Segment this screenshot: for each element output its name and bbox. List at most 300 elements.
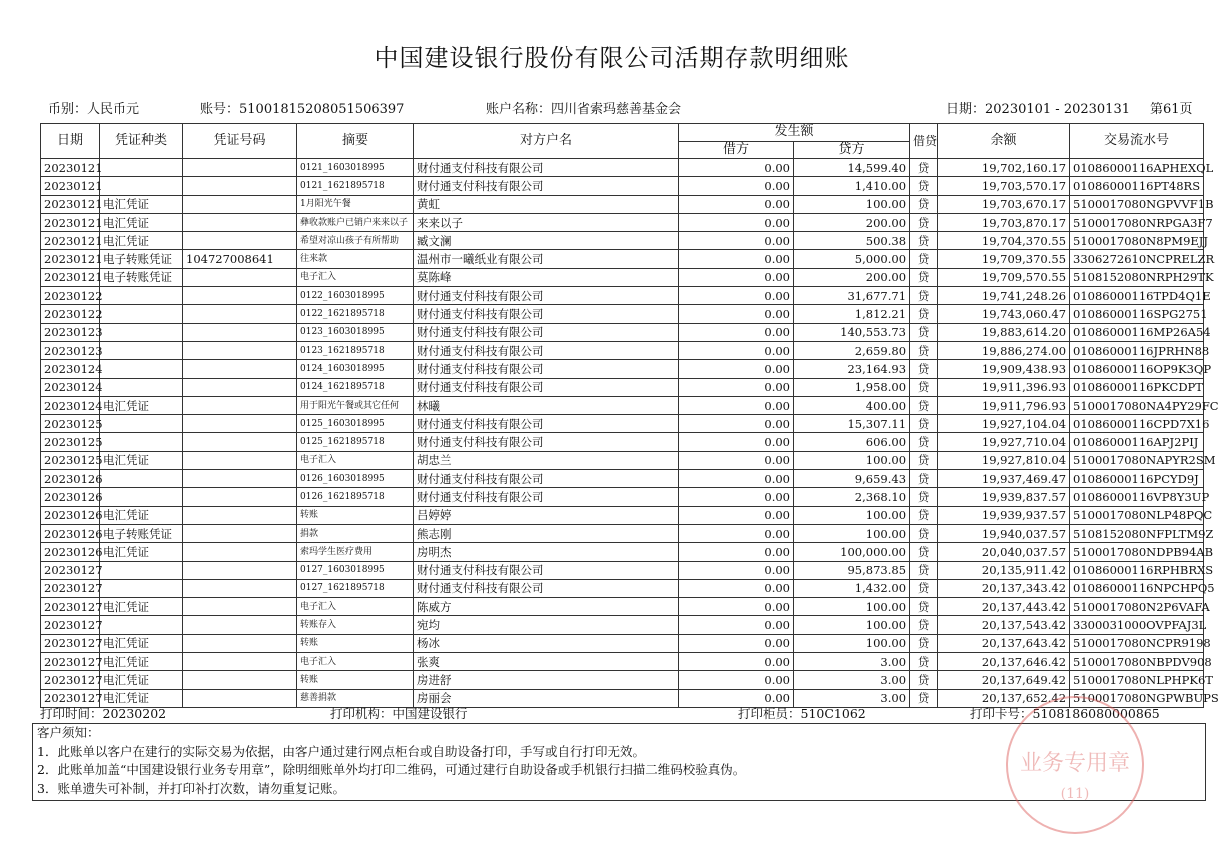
cell-dc: 贷 bbox=[910, 341, 938, 359]
table-row bbox=[41, 305, 1204, 323]
cell-debit: 0.00 bbox=[679, 433, 794, 451]
cell-counterparty: 温州市一曦纸业有限公司 bbox=[414, 250, 679, 268]
col-voucher-no: 凭证号码 bbox=[183, 124, 297, 159]
cell-debit: 0.00 bbox=[679, 451, 794, 469]
cell-balance: 19,703,670.17 bbox=[938, 195, 1070, 213]
cell-dc: 贷 bbox=[910, 634, 938, 652]
cell-dc: 贷 bbox=[910, 653, 938, 671]
cell-dc: 贷 bbox=[910, 616, 938, 634]
cell-txn-no: 01086000116MP26A54 bbox=[1070, 323, 1204, 341]
cell-counterparty: 臧文澜 bbox=[414, 232, 679, 250]
cell-balance: 19,909,438.93 bbox=[938, 360, 1070, 378]
cell-date: 20230127 bbox=[41, 634, 100, 652]
cell-voucher-type: 电汇凭证 bbox=[100, 396, 183, 414]
cell-summary: 0124_1621895718 bbox=[297, 378, 414, 396]
cell-voucher-type bbox=[100, 579, 183, 597]
cell-voucher-type: 电汇凭证 bbox=[100, 634, 183, 652]
cell-date: 20230125 bbox=[41, 433, 100, 451]
cell-dc: 贷 bbox=[910, 378, 938, 396]
table-row bbox=[41, 415, 1204, 433]
cell-balance: 20,137,643.42 bbox=[938, 634, 1070, 652]
cell-voucher-no bbox=[183, 396, 297, 414]
cell-txn-no: 01086000116SPG2751 bbox=[1070, 305, 1204, 323]
cell-dc: 贷 bbox=[910, 360, 938, 378]
seal-text: 业务专用章 bbox=[1019, 751, 1131, 776]
table-row bbox=[41, 360, 1204, 378]
cell-dc: 贷 bbox=[910, 323, 938, 341]
cell-credit: 3.00 bbox=[794, 653, 910, 671]
cell-debit: 0.00 bbox=[679, 159, 794, 177]
cell-debit: 0.00 bbox=[679, 360, 794, 378]
cell-credit: 31,677.71 bbox=[794, 287, 910, 305]
cell-summary: 0123_1621895718 bbox=[297, 341, 414, 359]
cell-dc: 贷 bbox=[910, 250, 938, 268]
cell-credit: 200.00 bbox=[794, 268, 910, 286]
cell-voucher-type: 电子转账凭证 bbox=[100, 524, 183, 542]
col-txn-no: 交易流水号 bbox=[1070, 124, 1204, 159]
cell-date: 20230121 bbox=[41, 195, 100, 213]
cell-dc: 贷 bbox=[910, 579, 938, 597]
cell-txn-no: 5100017080NDPB94AB bbox=[1070, 543, 1204, 561]
cell-balance: 19,703,870.17 bbox=[938, 213, 1070, 231]
cell-credit: 100.00 bbox=[794, 451, 910, 469]
cell-debit: 0.00 bbox=[679, 250, 794, 268]
cell-summary: 0125_1603018995 bbox=[297, 415, 414, 433]
cell-voucher-type: 电子转账凭证 bbox=[100, 250, 183, 268]
table-row bbox=[41, 177, 1204, 195]
cell-counterparty: 房进舒 bbox=[414, 671, 679, 689]
cell-credit: 500.38 bbox=[794, 232, 910, 250]
cell-txn-no: 01086000116VP8Y3UP bbox=[1070, 488, 1204, 506]
table-row bbox=[41, 470, 1204, 488]
cell-counterparty: 房丽会 bbox=[414, 689, 679, 707]
cell-summary: 电子汇入 bbox=[297, 451, 414, 469]
cell-dc: 贷 bbox=[910, 598, 938, 616]
cell-txn-no: 3300031000OVPFAJ3L bbox=[1070, 616, 1204, 634]
table-row bbox=[41, 634, 1204, 652]
cell-txn-no: 5100017080NAPYR2SM bbox=[1070, 451, 1204, 469]
cell-credit: 100.00 bbox=[794, 506, 910, 524]
cell-credit: 200.00 bbox=[794, 213, 910, 231]
table-row bbox=[41, 341, 1204, 359]
cell-dc: 贷 bbox=[910, 506, 938, 524]
cell-date: 20230124 bbox=[41, 396, 100, 414]
cell-voucher-no bbox=[183, 213, 297, 231]
cell-txn-no: 5100017080NA4PY29FC bbox=[1070, 396, 1204, 414]
cell-summary: 0126_1603018995 bbox=[297, 470, 414, 488]
cell-voucher-type: 电汇凭证 bbox=[100, 195, 183, 213]
cell-counterparty: 财付通支付科技有限公司 bbox=[414, 159, 679, 177]
cell-debit: 0.00 bbox=[679, 543, 794, 561]
cell-balance: 20,135,911.42 bbox=[938, 561, 1070, 579]
cell-voucher-no bbox=[183, 616, 297, 634]
cell-debit: 0.00 bbox=[679, 561, 794, 579]
cell-voucher-no bbox=[183, 378, 297, 396]
cell-debit: 0.00 bbox=[679, 305, 794, 323]
cell-voucher-type bbox=[100, 341, 183, 359]
cell-summary: 索玛学生医疗费用 bbox=[297, 543, 414, 561]
cell-voucher-no bbox=[183, 598, 297, 616]
cell-balance: 20,137,343.42 bbox=[938, 579, 1070, 597]
cell-credit: 2,659.80 bbox=[794, 341, 910, 359]
cell-balance: 19,927,810.04 bbox=[938, 451, 1070, 469]
cell-voucher-type bbox=[100, 305, 183, 323]
cell-debit: 0.00 bbox=[679, 634, 794, 652]
note-item: 1．此账单以客户在建行的实际交易为依据，由客户通过建行网点柜台或自助设备打印，手写或自行打印无效。 bbox=[37, 743, 645, 759]
cell-credit: 100.00 bbox=[794, 598, 910, 616]
cell-counterparty: 宛均 bbox=[414, 616, 679, 634]
table-row bbox=[41, 378, 1204, 396]
cell-credit: 400.00 bbox=[794, 396, 910, 414]
cell-voucher-no bbox=[183, 341, 297, 359]
cell-credit: 100.00 bbox=[794, 616, 910, 634]
cell-credit: 1,432.00 bbox=[794, 579, 910, 597]
cell-txn-no: 5100017080NGPVVF1B bbox=[1070, 195, 1204, 213]
cell-date: 20230121 bbox=[41, 232, 100, 250]
table-row bbox=[41, 561, 1204, 579]
cell-credit: 606.00 bbox=[794, 433, 910, 451]
cell-balance: 19,743,060.47 bbox=[938, 305, 1070, 323]
table-row bbox=[41, 598, 1204, 616]
cell-counterparty: 陈威方 bbox=[414, 598, 679, 616]
cell-voucher-no bbox=[183, 415, 297, 433]
cell-debit: 0.00 bbox=[679, 653, 794, 671]
cell-counterparty: 胡忠兰 bbox=[414, 451, 679, 469]
account-number: 账号：51001815208051506397 bbox=[200, 102, 405, 117]
cell-counterparty: 来来以子 bbox=[414, 213, 679, 231]
account-name: 账户名称：四川省索玛慈善基金会 bbox=[486, 102, 682, 117]
cell-voucher-no bbox=[183, 287, 297, 305]
cell-voucher-type bbox=[100, 561, 183, 579]
table-row bbox=[41, 323, 1204, 341]
cell-date: 20230122 bbox=[41, 305, 100, 323]
cell-debit: 0.00 bbox=[679, 470, 794, 488]
date-range: 日期：20230101 - 20230131 bbox=[946, 102, 1130, 117]
cell-txn-no: 5100017080NCPR9198 bbox=[1070, 634, 1204, 652]
cell-dc: 贷 bbox=[910, 561, 938, 579]
cell-txn-no: 5100017080NRPGA3F7 bbox=[1070, 213, 1204, 231]
cell-balance: 19,709,370.55 bbox=[938, 250, 1070, 268]
cell-summary: 0122_1603018995 bbox=[297, 287, 414, 305]
cell-txn-no: 5100017080NGPWBUPS bbox=[1070, 689, 1204, 707]
cell-counterparty: 杨冰 bbox=[414, 634, 679, 652]
note-item: 3．账单遗失可补制，并打印补打次数，请勿重复记账。 bbox=[37, 780, 345, 796]
cell-debit: 0.00 bbox=[679, 396, 794, 414]
cell-credit: 100,000.00 bbox=[794, 543, 910, 561]
cell-dc: 贷 bbox=[910, 396, 938, 414]
transaction-table bbox=[40, 123, 1219, 708]
cell-debit: 0.00 bbox=[679, 213, 794, 231]
cell-balance: 19,911,396.93 bbox=[938, 378, 1070, 396]
cell-voucher-type bbox=[100, 159, 183, 177]
cell-balance: 19,709,570.55 bbox=[938, 268, 1070, 286]
cell-dc: 贷 bbox=[910, 543, 938, 561]
print-card: 打印卡号：5108186080000865 bbox=[970, 706, 1160, 721]
cell-dc: 贷 bbox=[910, 488, 938, 506]
cell-balance: 20,137,443.42 bbox=[938, 598, 1070, 616]
cell-voucher-type: 电汇凭证 bbox=[100, 232, 183, 250]
col-dc: 借贷 bbox=[910, 124, 938, 159]
cell-date: 20230121 bbox=[41, 268, 100, 286]
cell-balance: 19,940,037.57 bbox=[938, 524, 1070, 542]
cell-credit: 100.00 bbox=[794, 195, 910, 213]
cell-dc: 贷 bbox=[910, 433, 938, 451]
cell-debit: 0.00 bbox=[679, 378, 794, 396]
cell-summary: 转账存入 bbox=[297, 616, 414, 634]
cell-debit: 0.00 bbox=[679, 616, 794, 634]
cell-summary: 转账 bbox=[297, 634, 414, 652]
cell-counterparty: 财付通支付科技有限公司 bbox=[414, 341, 679, 359]
table-row bbox=[41, 396, 1204, 414]
cell-debit: 0.00 bbox=[679, 671, 794, 689]
cell-debit: 0.00 bbox=[679, 195, 794, 213]
cell-credit: 100.00 bbox=[794, 634, 910, 652]
cell-debit: 0.00 bbox=[679, 506, 794, 524]
table-row bbox=[41, 195, 1204, 213]
cell-balance: 19,927,104.04 bbox=[938, 415, 1070, 433]
table-row bbox=[41, 671, 1204, 689]
cell-date: 20230127 bbox=[41, 616, 100, 634]
cell-credit: 9,659.43 bbox=[794, 470, 910, 488]
cell-voucher-type bbox=[100, 488, 183, 506]
cell-txn-no: 01086000116APHEXQL bbox=[1070, 159, 1204, 177]
table-row bbox=[41, 653, 1204, 671]
cell-voucher-type bbox=[100, 323, 183, 341]
cell-txn-no: 01086000116OP9K3QP bbox=[1070, 360, 1204, 378]
cell-balance: 19,702,160.17 bbox=[938, 159, 1070, 177]
cell-debit: 0.00 bbox=[679, 579, 794, 597]
cell-debit: 0.00 bbox=[679, 341, 794, 359]
cell-txn-no: 5100017080N8PM9EJJ bbox=[1070, 232, 1204, 250]
cell-voucher-no bbox=[183, 268, 297, 286]
page-number: 第61页 bbox=[1150, 102, 1193, 117]
cell-counterparty: 财付通支付科技有限公司 bbox=[414, 488, 679, 506]
table-row bbox=[41, 159, 1204, 177]
cell-voucher-no bbox=[183, 689, 297, 707]
cell-counterparty: 财付通支付科技有限公司 bbox=[414, 360, 679, 378]
print-org: 打印机构：中国建设银行 bbox=[330, 706, 468, 721]
cell-debit: 0.00 bbox=[679, 488, 794, 506]
cell-date: 20230126 bbox=[41, 488, 100, 506]
cell-counterparty: 熊志刚 bbox=[414, 524, 679, 542]
cell-balance: 20,137,646.42 bbox=[938, 653, 1070, 671]
bank-seal-stamp bbox=[1000, 690, 1150, 840]
table-row bbox=[41, 524, 1204, 542]
cell-counterparty: 黄虹 bbox=[414, 195, 679, 213]
cell-summary: 转账 bbox=[297, 506, 414, 524]
cell-txn-no: 01086000116APJ2PIJ bbox=[1070, 433, 1204, 451]
cell-date: 20230125 bbox=[41, 451, 100, 469]
cell-counterparty: 莫陈峰 bbox=[414, 268, 679, 286]
cell-summary: 希望对凉山孩子有所帮助 bbox=[297, 232, 414, 250]
col-debit: 借方 bbox=[679, 141, 794, 159]
col-counterparty: 对方户名 bbox=[414, 124, 679, 159]
table-row bbox=[41, 287, 1204, 305]
cell-summary: 慈善捐款 bbox=[297, 689, 414, 707]
cell-voucher-no bbox=[183, 524, 297, 542]
print-counter: 打印柜员：510C1062 bbox=[738, 706, 866, 721]
cell-dc: 贷 bbox=[910, 451, 938, 469]
cell-summary: 捐款 bbox=[297, 524, 414, 542]
cell-summary: 0122_1621895718 bbox=[297, 305, 414, 323]
col-date: 日期 bbox=[41, 124, 100, 159]
cell-txn-no: 3306272610NCPRELZR bbox=[1070, 250, 1204, 268]
cell-date: 20230127 bbox=[41, 671, 100, 689]
cell-summary: 彝收款账户已销户来来以子 bbox=[297, 213, 414, 231]
cell-voucher-type: 电汇凭证 bbox=[100, 451, 183, 469]
cell-txn-no: 01086000116PCYD9J bbox=[1070, 470, 1204, 488]
cell-balance: 19,704,370.55 bbox=[938, 232, 1070, 250]
cell-voucher-type bbox=[100, 177, 183, 195]
cell-voucher-no bbox=[183, 506, 297, 524]
cell-debit: 0.00 bbox=[679, 689, 794, 707]
cell-counterparty: 财付通支付科技有限公司 bbox=[414, 415, 679, 433]
cell-counterparty: 财付通支付科技有限公司 bbox=[414, 433, 679, 451]
cell-date: 20230121 bbox=[41, 159, 100, 177]
note-item: 2．此账单加盖“中国建设银行业务专用章”，除明细账单外均打印二维码，可通过建行自助设备或手机银行扫描二维码校验真伪。 bbox=[37, 762, 746, 777]
cell-credit: 3.00 bbox=[794, 671, 910, 689]
cell-credit: 140,553.73 bbox=[794, 323, 910, 341]
cell-counterparty: 财付通支付科技有限公司 bbox=[414, 305, 679, 323]
cell-counterparty: 财付通支付科技有限公司 bbox=[414, 470, 679, 488]
col-voucher-type: 凭证种类 bbox=[100, 124, 183, 159]
cell-voucher-type: 电汇凭证 bbox=[100, 598, 183, 616]
cell-summary: 1月阳光午餐 bbox=[297, 195, 414, 213]
cell-summary: 0121_1603018995 bbox=[297, 159, 414, 177]
cell-counterparty: 财付通支付科技有限公司 bbox=[414, 579, 679, 597]
table-row bbox=[41, 543, 1204, 561]
cell-voucher-type bbox=[100, 360, 183, 378]
cell-credit: 100.00 bbox=[794, 524, 910, 542]
cell-voucher-type: 电汇凭证 bbox=[100, 543, 183, 561]
cell-voucher-no bbox=[183, 195, 297, 213]
cell-credit: 1,410.00 bbox=[794, 177, 910, 195]
cell-voucher-no bbox=[183, 543, 297, 561]
cell-voucher-no bbox=[183, 433, 297, 451]
cell-dc: 贷 bbox=[910, 689, 938, 707]
table-row bbox=[41, 506, 1204, 524]
cell-voucher-type: 电汇凭证 bbox=[100, 653, 183, 671]
cell-voucher-no: 104727008641 bbox=[183, 250, 297, 268]
cell-balance: 19,939,837.57 bbox=[938, 488, 1070, 506]
cell-voucher-no bbox=[183, 360, 297, 378]
cell-dc: 贷 bbox=[910, 470, 938, 488]
cell-date: 20230123 bbox=[41, 323, 100, 341]
cell-credit: 15,307.11 bbox=[794, 415, 910, 433]
currency-label: 币别：人民币元 bbox=[48, 102, 140, 117]
cell-txn-no: 01086000116JPRHN88 bbox=[1070, 341, 1204, 359]
cell-counterparty: 房明杰 bbox=[414, 543, 679, 561]
cell-date: 20230126 bbox=[41, 524, 100, 542]
cell-dc: 贷 bbox=[910, 415, 938, 433]
cell-counterparty: 财付通支付科技有限公司 bbox=[414, 561, 679, 579]
cell-txn-no: 5100017080NBPDV908 bbox=[1070, 653, 1204, 671]
cell-voucher-no bbox=[183, 488, 297, 506]
cell-voucher-type bbox=[100, 287, 183, 305]
cell-balance: 19,703,570.17 bbox=[938, 177, 1070, 195]
cell-txn-no: 01086000116PT48RS bbox=[1070, 177, 1204, 195]
cell-date: 20230127 bbox=[41, 689, 100, 707]
cell-summary: 电子汇入 bbox=[297, 653, 414, 671]
cell-summary: 用于阳光午餐或其它任何 bbox=[297, 396, 414, 414]
cell-debit: 0.00 bbox=[679, 232, 794, 250]
cell-summary: 0127_1603018995 bbox=[297, 561, 414, 579]
cell-balance: 20,137,649.42 bbox=[938, 671, 1070, 689]
cell-txn-no: 01086000116TPD4Q1E bbox=[1070, 287, 1204, 305]
cell-balance: 19,883,614.20 bbox=[938, 323, 1070, 341]
cell-credit: 3.00 bbox=[794, 689, 910, 707]
document-title: 中国建设银行股份有限公司活期存款明细账 bbox=[374, 44, 850, 72]
cell-txn-no: 01086000116NPCHPQ5 bbox=[1070, 579, 1204, 597]
cell-voucher-no bbox=[183, 470, 297, 488]
cell-voucher-type bbox=[100, 616, 183, 634]
cell-balance: 20,040,037.57 bbox=[938, 543, 1070, 561]
table-row bbox=[41, 488, 1204, 506]
cell-voucher-type: 电汇凭证 bbox=[100, 213, 183, 231]
cell-credit: 95,873.85 bbox=[794, 561, 910, 579]
cell-date: 20230127 bbox=[41, 598, 100, 616]
col-credit: 贷方 bbox=[794, 141, 910, 159]
cell-credit: 23,164.93 bbox=[794, 360, 910, 378]
cell-debit: 0.00 bbox=[679, 323, 794, 341]
cell-date: 20230121 bbox=[41, 177, 100, 195]
cell-voucher-no bbox=[183, 323, 297, 341]
cell-debit: 0.00 bbox=[679, 268, 794, 286]
cell-summary: 0124_1603018995 bbox=[297, 360, 414, 378]
cell-date: 20230121 bbox=[41, 250, 100, 268]
cell-voucher-type bbox=[100, 433, 183, 451]
cell-voucher-type bbox=[100, 470, 183, 488]
table-row bbox=[41, 213, 1204, 231]
seal-number: (11) bbox=[1060, 786, 1090, 802]
cell-voucher-no bbox=[183, 634, 297, 652]
cell-balance: 19,937,469.47 bbox=[938, 470, 1070, 488]
cell-credit: 2,368.10 bbox=[794, 488, 910, 506]
cell-dc: 贷 bbox=[910, 195, 938, 213]
cell-voucher-no bbox=[183, 653, 297, 671]
cell-balance: 19,886,274.00 bbox=[938, 341, 1070, 359]
cell-dc: 贷 bbox=[910, 305, 938, 323]
cell-dc: 贷 bbox=[910, 287, 938, 305]
cell-txn-no: 01086000116RPHBRXS bbox=[1070, 561, 1204, 579]
print-time: 打印时间：20230202 bbox=[40, 706, 167, 721]
table-row bbox=[41, 250, 1204, 268]
cell-summary: 转账 bbox=[297, 671, 414, 689]
cell-dc: 贷 bbox=[910, 159, 938, 177]
cell-balance: 20,137,543.42 bbox=[938, 616, 1070, 634]
cell-txn-no: 5100017080NLPHPK6T bbox=[1070, 671, 1204, 689]
cell-date: 20230126 bbox=[41, 506, 100, 524]
cell-balance: 20,137,652.42 bbox=[938, 689, 1070, 707]
cell-counterparty: 财付通支付科技有限公司 bbox=[414, 177, 679, 195]
cell-voucher-type bbox=[100, 415, 183, 433]
cell-dc: 贷 bbox=[910, 671, 938, 689]
cell-voucher-no bbox=[183, 671, 297, 689]
cell-txn-no: 5108152080NRPH29TK bbox=[1070, 268, 1204, 286]
cell-counterparty: 吕婷婷 bbox=[414, 506, 679, 524]
table-row bbox=[41, 268, 1204, 286]
cell-txn-no: 01086000116PKCDPT bbox=[1070, 378, 1204, 396]
cell-balance: 19,927,710.04 bbox=[938, 433, 1070, 451]
cell-voucher-no bbox=[183, 232, 297, 250]
cell-counterparty: 财付通支付科技有限公司 bbox=[414, 287, 679, 305]
cell-voucher-type: 电汇凭证 bbox=[100, 506, 183, 524]
notes-title: 客户须知： bbox=[37, 725, 100, 740]
cell-summary: 0123_1603018995 bbox=[297, 323, 414, 341]
cell-dc: 贷 bbox=[910, 524, 938, 542]
col-balance: 余额 bbox=[938, 124, 1070, 159]
cell-txn-no: 5108152080NFPLTM9Z bbox=[1070, 524, 1204, 542]
